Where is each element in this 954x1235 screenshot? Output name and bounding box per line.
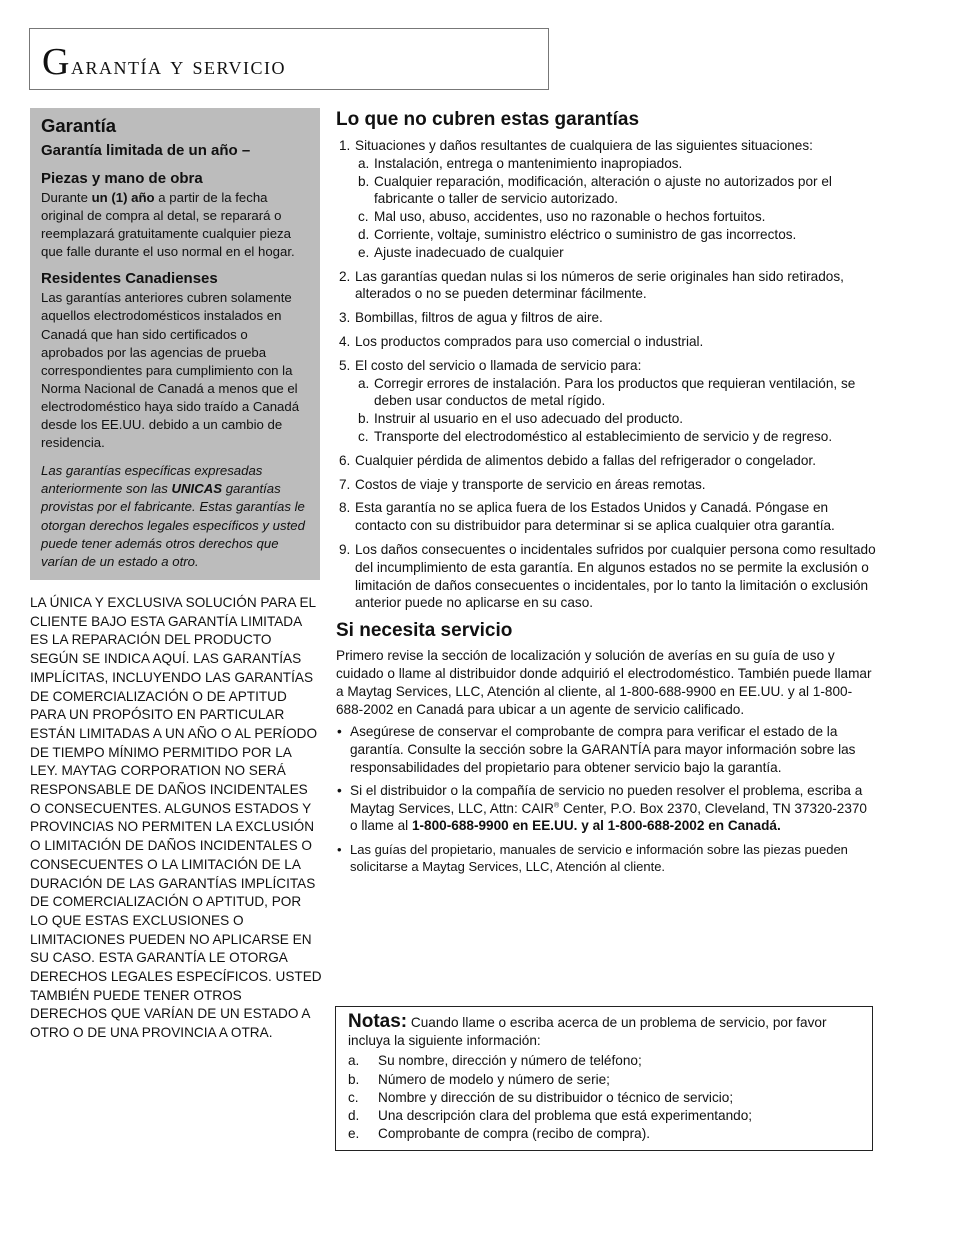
service-intro: Primero revise la sección de localización y solución de averías en su guía de uso y cuidado o llame al distribuidor donde adquirió el electrodoméstico. También puede llamar a Maytag Services, LLC, Atención al cliente, al 1-800-688-9900 en EE.UU. y al 1-800-688-2002 en Canadá para ubicar a un agente de servicio calificado.	[336, 648, 872, 717]
item-letter: c.	[348, 1089, 359, 1105]
item-text: Instruir al usuario en el uso adecuado del producto.	[374, 411, 684, 427]
list-item	[355, 375, 876, 411]
list-item	[355, 208, 876, 226]
item-text: Cualquier pérdida de alimentos debido a fallas del refrigerador o congelador.	[355, 452, 816, 468]
notes-intro-text: Cuando llame o escriba acerca de un problema de servicio, por favor incluya la siguiente información:	[348, 1015, 827, 1049]
item-text: Corregir errores de instalación. Para los productos que requieran ventilación, se deben usar conductos de metal rígido.	[374, 375, 856, 409]
warranty-paragraph	[41, 189, 310, 261]
item-letter: a.	[358, 155, 370, 171]
list-item	[355, 428, 876, 446]
bullet-glyph: •	[337, 724, 342, 740]
page-title	[42, 43, 286, 81]
item-letter: a.	[358, 375, 370, 391]
exclusions-list	[336, 137, 876, 612]
list-item	[336, 499, 876, 535]
warranty-subheading-1: Garantía limitada de un año –	[41, 142, 251, 159]
item-letter: e.	[348, 1126, 360, 1142]
item-number: 6.	[339, 452, 351, 468]
item-text: Transporte del electrodoméstico al establecimiento de servicio y de regreso.	[374, 428, 833, 444]
item-letter: e.	[358, 244, 370, 260]
sub-list	[355, 375, 876, 446]
service-bullet-2-pre: Si el distribuidor o la compañía de servicio no pueden resolver el problema, escriba a Maytag Services, LLC, Attn: CAIR	[350, 782, 863, 816]
item-text: Costos de viaje y transporte de servicio en áreas remotas.	[355, 476, 706, 492]
item-text: Comprobante de compra (recibo de compra).	[378, 1126, 651, 1142]
list-item	[336, 541, 876, 612]
service-bullet-3: Las guías del propietario, manuales de servicio e información sobre las piezas pueden solicitarse a Maytag Services, LLC, Atención al cliente.	[350, 842, 848, 875]
item-text: Corriente, voltaje, suministro eléctrico o suministro de gas incorrectos.	[374, 226, 797, 242]
service-heading: Si necesita servicio	[336, 620, 513, 642]
item-text: El costo del servicio o llamada de servicio para:	[355, 357, 642, 373]
item-text: Situaciones y daños resultantes de cualquiera de las siguientes situaciones:	[355, 138, 813, 153]
italic-post: garantías provistas por el fabricante. Estas garantías le otorgan derechos legales específicos y usted puede tener además otros derechos que varían de un estado a otro.	[41, 481, 305, 569]
limitation-disclaimer: LA ÚNICA Y EXCLUSIVA SOLUCIÓN PARA EL CLIENTE BAJO ESTA GARANTÍA LIMITADA ES LA REPARACIÓN DEL PRODUCTO SEGÚN SE INDICA AQUÍ. LAS GARANTÍAS IMPLÍCITAS, INCLUYENDO LAS GARANTÍAS DE COMERCIALIZACIÓN O DE APTITUD PARA UN PROPÓSITO EN PARTICULAR ESTÁN LIMITADAS A UN AÑO O AL PERÍODO DE TIEMPO MÍNIMO PERMITIDO POR LA LEY. MAYTAG CORPORATION NO SERÁ RESPONSABLE DE DAÑOS INCIDENTALES O CONSECUENTES. ALGUNOS ESTADOS Y PROVINCIAS NO PERMITEN LA EXCLUSIÓN O LIMITACIÓN DE DAÑOS INCIDENTALES O CONSECUENTES O LA LIMITACIÓN DE LA DURACIÓN DE LAS GARANTÍAS IMPLÍCITAS DE COMERCIALIZACIÓN O APTITUD, POR LO QUE ESTAS EXCLUSIONES O LIMITACIONES PUEDEN NO APLICARSE EN SU CASO. ESTA GARANTÍA LE OTORGA DERECHOS LEGALES ESPECÍFICOS. USTED TAMBIÉN PUEDE TENER OTROS DERECHOS QUE VARÍAN DE UN ESTADO A OTRO O DE UNA PROVINCIA A OTRA.	[30, 595, 322, 1041]
item-letter: c.	[358, 209, 369, 225]
item-letter: d.	[348, 1108, 360, 1124]
list-item	[355, 173, 876, 209]
warranty-para-post: a partir de la fecha original de compra al detal, se reparará o reemplazará gratuitamente cualquier pieza que falle durante el uso normal en el hogar.	[41, 190, 295, 260]
item-number: 1.	[339, 138, 351, 153]
list-item	[348, 1089, 860, 1107]
item-text: Instalación, entrega o mantenimiento inapropiados.	[374, 155, 683, 171]
canada-text: Las garantías anteriores cubren solamente aquellos electrodomésticos instalados en Canadá que han sido certificados o aprobados por las agencias de prueba correspondientes para cumplimiento con la Norma Nacional de Canadá a menos que el electrodoméstico haya sido traído a Canadá desde los EE.UU. debido a un cambio de residencia.	[41, 290, 300, 451]
item-number: 7.	[339, 476, 351, 492]
list-item	[336, 841, 876, 875]
warranty-para-bold: un (1) año	[91, 190, 155, 205]
item-number: 2.	[339, 268, 351, 284]
item-letter: b.	[358, 173, 370, 189]
item-number: 3.	[339, 310, 351, 326]
italic-bold: UNICAS	[171, 481, 223, 497]
item-text: Cualquier reparación, modificación, alteración o ajuste no autorizados por el fabricante o taller de servicio autorizado.	[374, 173, 832, 207]
page-title-rest: arantía y servicio	[70, 53, 287, 80]
registered-mark: ®	[554, 801, 560, 809]
list-item	[348, 1107, 860, 1125]
item-text: Mal uso, abuso, accidentes, uso no razonable o hechos fortuitos.	[374, 209, 766, 225]
item-number: 5.	[339, 357, 351, 373]
list-item	[355, 155, 876, 173]
item-number: 8.	[339, 500, 351, 516]
list-item	[355, 244, 876, 262]
item-letter: c.	[358, 428, 369, 444]
italic-pre: Las garantías específicas expresadas anteriormente son las	[41, 463, 263, 497]
page-title-box	[29, 28, 549, 90]
service-bullets	[336, 723, 876, 875]
list-item	[336, 357, 876, 446]
list-item	[336, 333, 876, 351]
service-bullet-2-mid: Center, P.O. Box 2370, Cleveland, TN 37320-2370 o llame al	[350, 800, 867, 834]
list-item	[336, 782, 876, 835]
notes-list	[348, 1052, 860, 1143]
item-letter: b.	[348, 1071, 360, 1087]
page-title-initial: G	[42, 41, 71, 83]
canada-heading: Residentes Canadienses	[41, 270, 218, 288]
list-item	[336, 268, 876, 304]
item-number: 4.	[339, 333, 351, 349]
item-text: Los productos comprados para uso comercial o industrial.	[355, 333, 704, 349]
list-item	[336, 137, 876, 262]
list-item	[336, 723, 876, 776]
list-item	[348, 1052, 860, 1070]
notes-box	[335, 1006, 873, 1151]
item-text: Bombillas, filtros de agua y filtros de aire.	[355, 310, 603, 326]
item-text: Una descripción clara del problema que está experimentando;	[378, 1108, 753, 1124]
bullet-glyph: •	[337, 782, 342, 798]
item-letter: a.	[348, 1053, 360, 1069]
notes-label: Notas:	[348, 1011, 408, 1032]
list-item	[336, 476, 876, 494]
bullet-glyph: •	[337, 842, 342, 858]
list-item	[348, 1071, 860, 1089]
sub-list	[355, 155, 876, 262]
list-item	[355, 410, 876, 428]
exclusions-heading: Lo que no cubren estas garantías	[336, 109, 640, 130]
service-bullet-1: Asegúrese de conservar el comprobante de compra para verificar el estado de la garantía. Consulte la sección sobre la GARANTÍA para mayor información sobre las responsabilidades del propietario para obtener servicio bajo la garantía.	[350, 724, 856, 775]
list-item	[355, 226, 876, 244]
warranty-box	[30, 108, 320, 580]
right-column	[336, 108, 876, 875]
item-text: Esta garantía no se aplica fuera de los Estados Unidos y Canadá. Póngase en contacto con su distribuidor para determinar si se aplica cualquier otra garantía.	[355, 500, 835, 534]
warranty-subheading-2: Piezas y mano de obra	[41, 170, 203, 187]
list-item	[348, 1125, 860, 1143]
item-text: Las garantías quedan nulas si los números de serie originales han sido retirados, alterados o no se pueden determinar fácilmente.	[355, 268, 844, 302]
warranty-heading: Garantía	[41, 115, 117, 136]
item-number: 9.	[339, 541, 351, 557]
notes-intro	[348, 1013, 860, 1050]
warranty-para-pre: Durante	[41, 190, 92, 205]
item-letter: b.	[358, 411, 370, 427]
item-text: Los daños consecuentes o incidentales sufridos por cualquier persona como resultado del incumplimiento de esta garantía. En algunos estados no se permite la exclusión o limitación de daños consecuentes o incidentales, por lo tanto la limitación o exclusión anterior puede no aplicarse en su caso.	[355, 541, 876, 611]
item-text: Nombre y dirección de su distribuidor o técnico de servicio;	[378, 1089, 734, 1105]
list-item	[336, 309, 876, 327]
item-text: Número de modelo y número de serie;	[378, 1071, 610, 1087]
list-item	[336, 452, 876, 470]
item-text: Su nombre, dirección y número de teléfono;	[378, 1053, 642, 1069]
item-letter: d.	[358, 226, 370, 242]
warranty-italic-note	[41, 462, 310, 571]
service-phone-numbers: 1-800-688-9900 en EE.UU. y al 1-800-688-2002 en Canadá.	[411, 818, 781, 834]
item-text: Ajuste inadecuado de cualquier	[374, 244, 564, 260]
